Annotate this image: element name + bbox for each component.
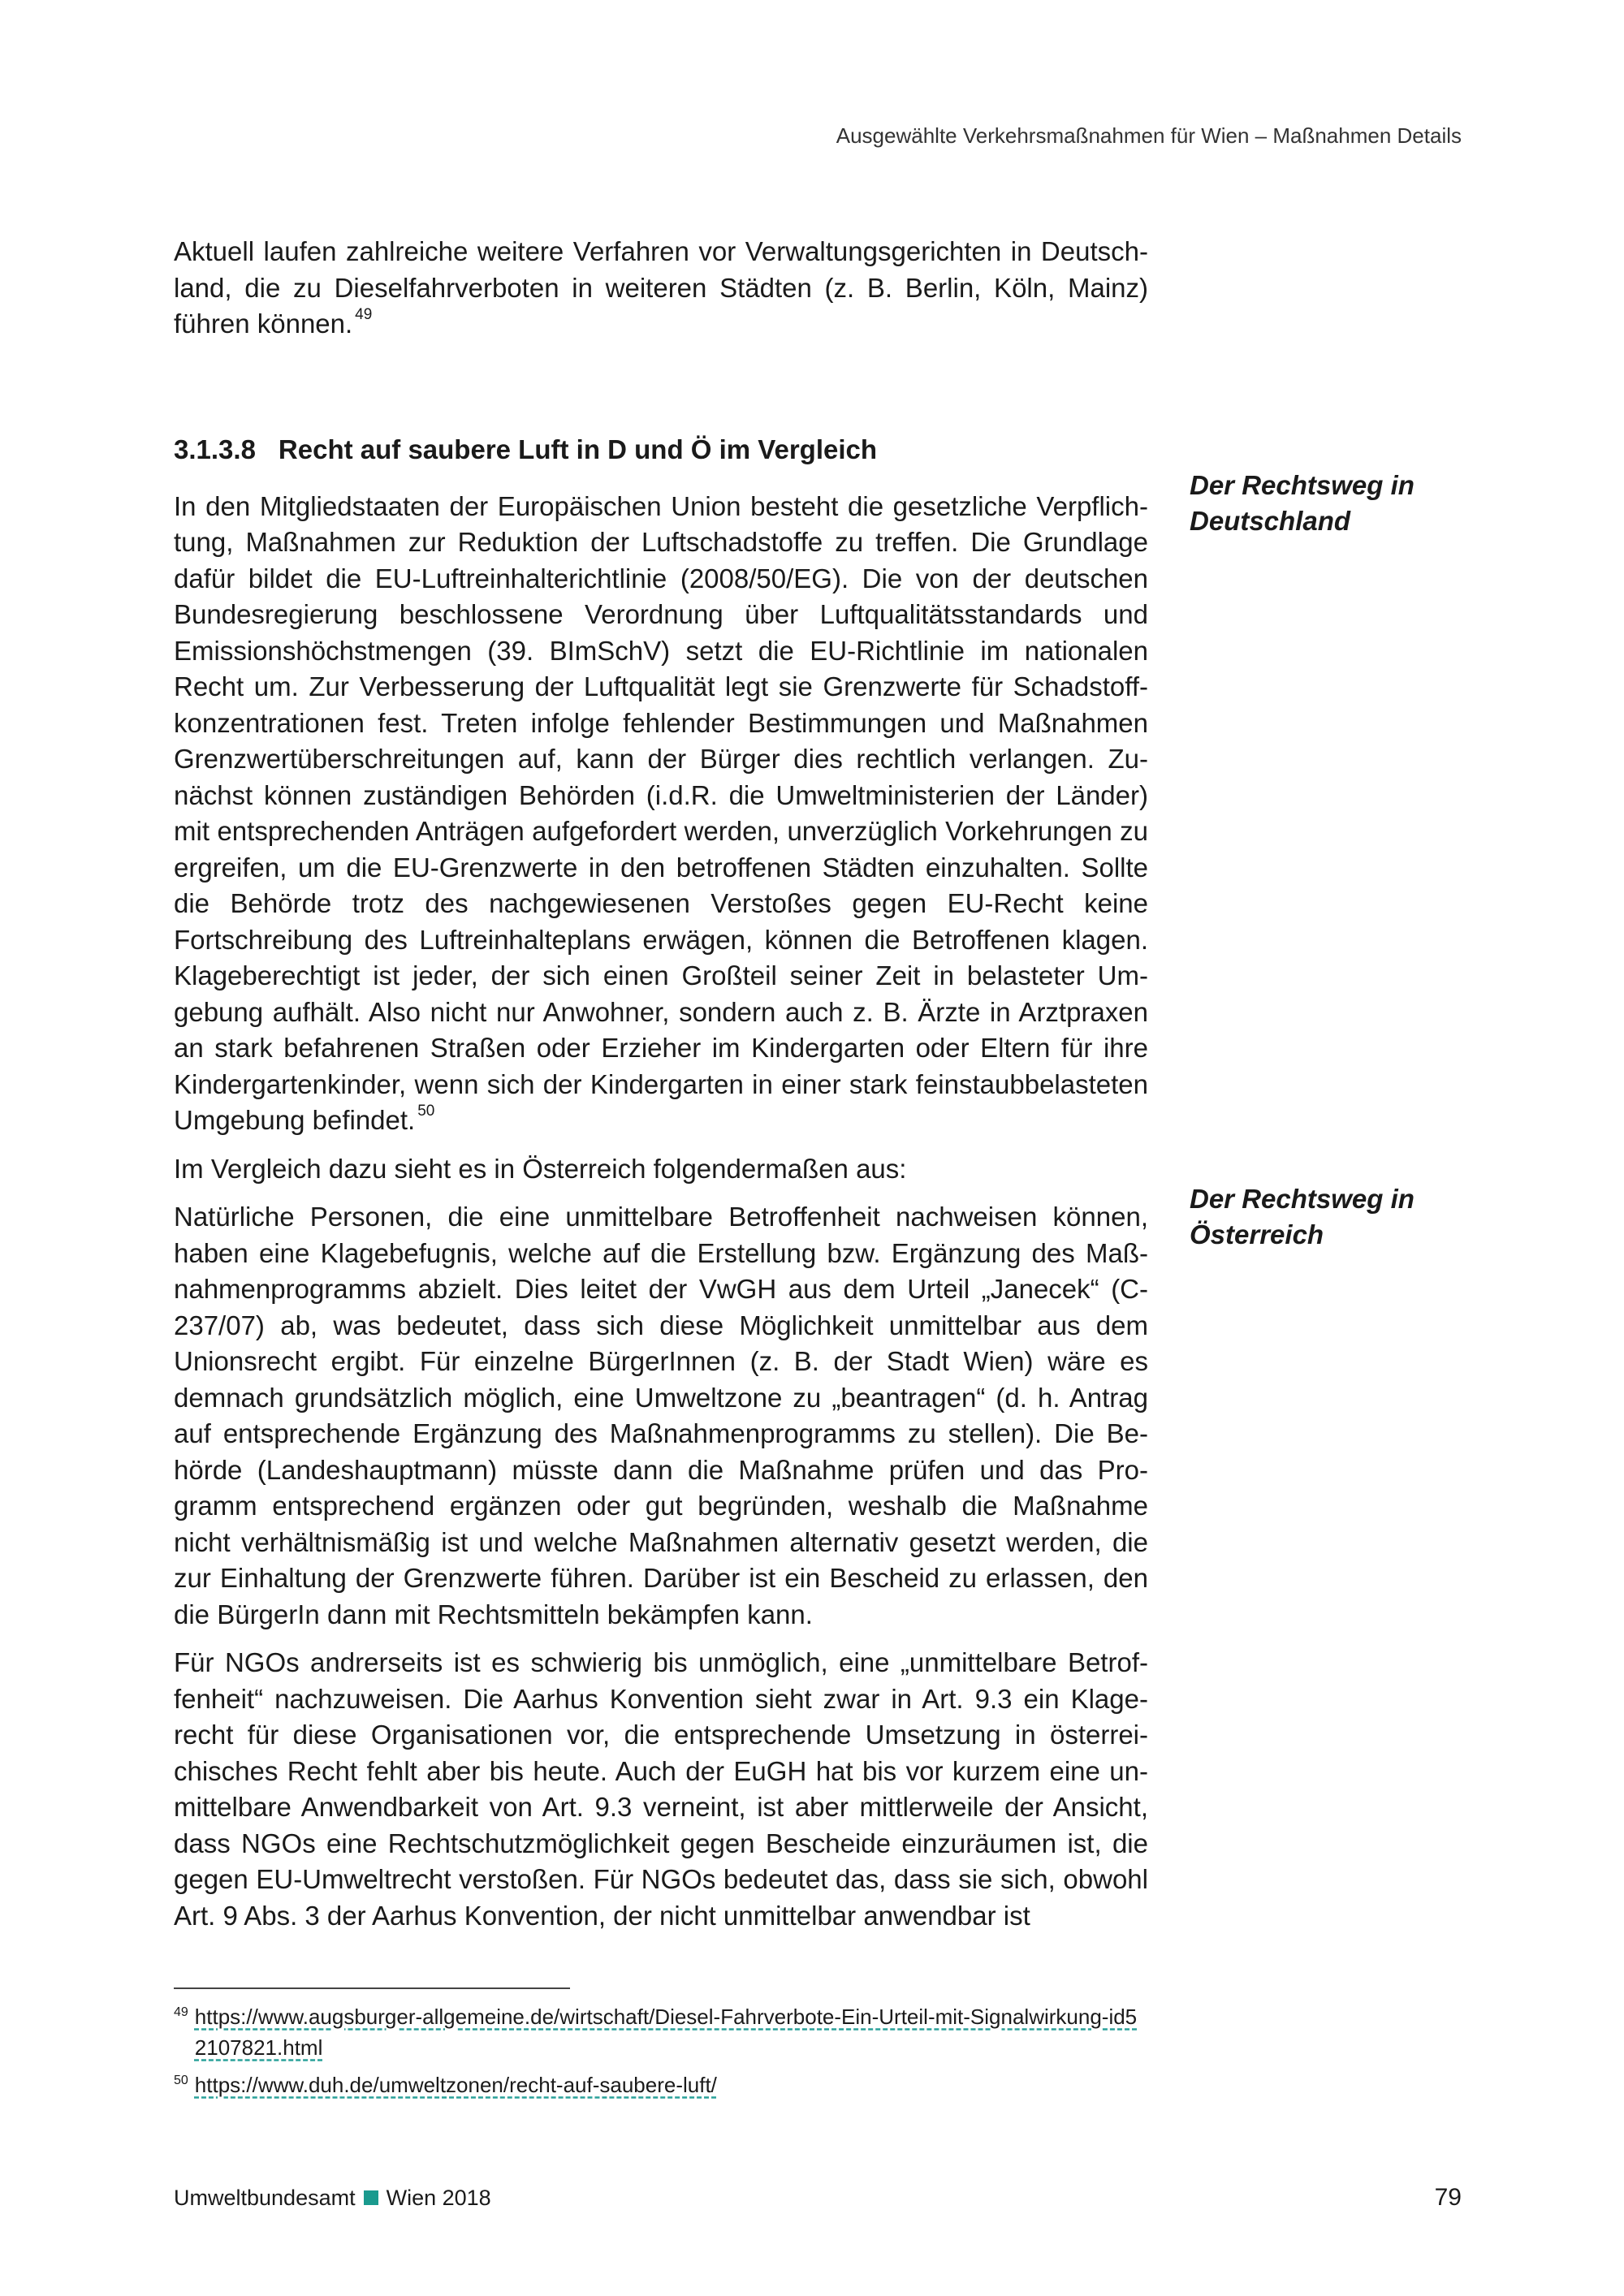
footnote-number: 50: [174, 2074, 188, 2087]
footer-publisher: Umweltbundesamt: [174, 2185, 356, 2210]
page-footer: [174, 2184, 1462, 2212]
footer-left: [174, 2186, 491, 2211]
page-number: 79: [1434, 2184, 1462, 2211]
footnote-divider: [174, 1987, 570, 1989]
footnote-49: [174, 2001, 1148, 2063]
running-header: Ausgewählte Verkehrsmaßnahmen für Wien – Maßnahmen Details: [836, 123, 1462, 148]
margin-note-germany: Der Rechtsweg in Deutschland: [1190, 470, 1415, 536]
footnote-link[interactable]: https://www.augsburger-allgemeine.de/wirtschaft/Diesel-Fahrverbote-Ein-Urteil-mit-Signalwirkung-id52107821.html: [194, 2005, 1138, 2060]
paragraph-austria: Natürliche Personen, die eine unmittelbare Betroffenheit nachweisen können, haben eine Klagebefugnis, welche auf die Erstellung bzw. Ergänzung des Maßnahmenprogramms abzielt. Dies leitet der VwGH aus dem Urteil „Janecek“ (C-237/07) ab, was bedeutet, dass sich diese Möglichkeit unmittelbar aus dem Unionsrecht ergibt. Für einzelne BürgerInnen (z. B. der Stadt Wien) wäre es demnach grundsätzlich möglich, eine Umweltzone zu „beantragen“ (d. h. Antrag auf entsprechende Ergänzung des Maßnahmenprogramms zu stellen). Die Behörde (Landeshauptmann) müsste dann die Maßnahme prüfen und das Programm entsprechend ergänzen oder gut begründen, weshalb die Maßnahme nicht verhältnismäßig ist und welche Maßnahmen alternativ gesetzt werden, die zur Einhaltung der Grenzwerte führen. Darüber ist ein Bescheid zu erlassen, den die BürgerIn dann mit Rechtsmitteln bekämpfen kann.: [174, 1202, 1148, 1629]
section-title: Recht auf saubere Luft in D und Ö im Vergleich: [278, 434, 878, 464]
accent-square-icon: [364, 2190, 378, 2205]
footer-place-year: Wien 2018: [386, 2185, 491, 2210]
footnote-link[interactable]: https://www.duh.de/umweltzonen/recht-auf-saubere-luft/: [194, 2073, 717, 2097]
margin-note-austria: Der Rechtsweg in Österreich: [1190, 1184, 1415, 1249]
footnote-ref-50[interactable]: 50: [417, 1103, 435, 1120]
paragraph-germany-text: In den Mitgliedstaaten der Europäischen Union besteht die gesetzliche Verpflichtung, Maßnahmen zur Reduktion der Luftschadstoffe zu treffen. Die Grundlage dafür bildet die EU-Luftreinhalterichtlinie (2008/50/EG). Die von der deutschen Bundesregierung beschlossene Verordnung über Luftqualitätsstandards und Emissionshöchstmengen (39. BImSchV) setzt die EU-Richtlinie im nationalen Recht um. Zur Verbesserung der Luftqualität legt sie Grenzwerte für Schadstoffkonzentrationen fest. Treten infolge fehlender Bestimmungen und Maßnahmen Grenzwertüberschreitungen auf, kann der Bürger dies rechtlich verlangen. Zunächst können zuständigen Behörden (i.d.R. die Umweltministerien der Länder) mit entsprechenden Anträgen aufgefordert werden, unverzüglich Vorkehrungen zu ergreifen, um die EU-Grenzwerte in den betroffenen Städten einzuhalten. Sollte die Behörde trotz des nachgewiesenen Verstoßes gegen EU-Recht keine Fortschreibung des Luftreinhalteplans erwägen, können die Betroffenen klagen. Klageberechtigt ist jeder, der sich einen Großteil seiner Zeit in belasteter Umgebung aufhält. Also nicht nur Anwohner, sondern auch z. B. Ärzte in Arztpraxen an stark befahrenen Straßen oder Erzieher im Kindergarten oder Eltern für ihre Kindergartenkinder, wenn sich der Kindergarten in einer stark feinstaubbelasteten Umgebung befindet.: [174, 490, 1148, 1135]
footnotes: [174, 2001, 1148, 2107]
footnote-50: [174, 2069, 1148, 2100]
section-number: 3.1.3.8: [174, 434, 256, 464]
footnote-number: 49: [174, 2005, 188, 2019]
paragraph-germany: [174, 489, 1148, 1139]
intro-paragraph: [174, 234, 1148, 343]
footnote-ref-49[interactable]: 49: [355, 306, 373, 323]
paragraph-ngo: Für NGOs andrerseits ist es schwierig bis unmöglich, eine „unmittelbare Betroffenheit“ nachzuweisen. Die Aarhus Konvention sieht zwar in Art. 9.3 ein Klagerecht für diese Organisationen vor, die entsprechende Umsetzung in österreichisches Recht fehlt aber bis heute. Auch der EuGH hat bis vor kurzem eine unmittelbare Anwendbarkeit von Art. 9.3 verneint, ist aber mittlerweile der Ansicht, dass NGOs eine Rechtschutzmöglichkeit gegen Bescheide einzuräumen ist, die gegen EU-Umweltrecht verstoßen. Für NGOs bedeutet das, dass sie sich, obwohl Art. 9 Abs. 3 der Aarhus Konvention, der nicht unmittelbar anwendbar ist: [174, 1647, 1148, 1931]
paragraph-comparison: Im Vergleich dazu sieht es in Österreich folgendermaßen aus:: [174, 1153, 907, 1184]
main-content: [174, 234, 1148, 1946]
intro-text: Aktuell laufen zahlreiche weitere Verfahren vor Verwaltungsgerichten in Deutschland, die zu Dieselfahrverboten in weiteren Städten (z. B. Berlin, Köln, Mainz) führen können.: [174, 236, 1148, 339]
section-heading: [174, 432, 1148, 468]
